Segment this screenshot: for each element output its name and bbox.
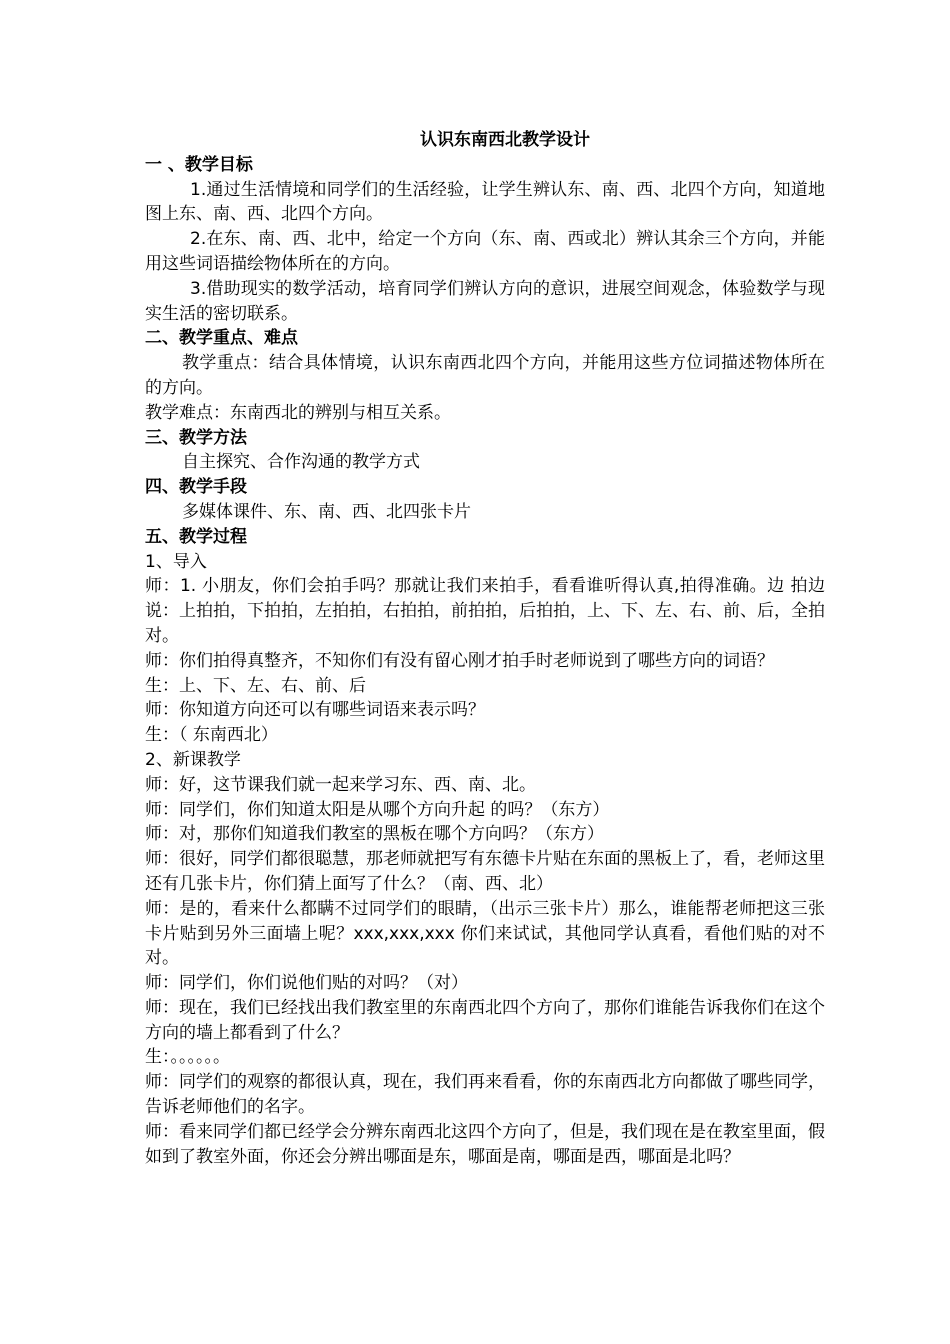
document-title: 认识东南西北教学设计 — [420, 130, 590, 150]
dialogue-line: 师：你们拍得真整齐，不知你们有没有留心刚才拍手时老师说到了哪些方向的词语？ — [145, 650, 774, 671]
dialogue-line: 师：你知道方向还可以有哪些词语来表示吗？ — [145, 700, 485, 721]
dialogue-line: 师：同学们的观察的都很认真，现在，我们再来看看，你的东南西北方向都做了哪些同学，告诉老师他们的名字。 — [145, 1072, 825, 1118]
dialogue-line: 师：很好，同学们都很聪慧，那老师就把写有东德卡片贴在东面的黑板上了，看，老师这里还有几张卡片，你们猜上面写了什么？（南、西、北） — [145, 849, 825, 894]
dialogue-line: 师：同学们，你们说他们贴的对吗？（对） — [145, 973, 468, 994]
key-point-paragraph: 教学重点：结合具体情境，认识东南西北四个方向，并能用这些方位词描述物体所在的方向。 — [145, 353, 825, 398]
dialogue-line: 师：1. 小朋友，你们会拍手吗？那就让我们来拍手，看看谁听得认真,拍得准确。边 拍边说：上拍拍，下拍拍，左拍拍，右拍拍，前拍拍，后拍拍，上、下、左、右、前、后，全拍对。 — [145, 576, 825, 646]
dialogue-line: 师：好，这节课我们就一起来学习东、西、南、北。 — [145, 774, 536, 795]
objective-paragraph-2: 2.在东、南、西、北中，给定一个方向（东、南、西或北）辨认其余三个方向，并能用这些词语描绘物体所在的方向。 — [145, 229, 825, 274]
dialogue-line: 师：是的，看来什么都瞒不过同学们的眼睛，（出示三张卡片）那么，谁能帮老师把这三张卡片贴到另外三面墙上呢？xxx,xxx,xxx 你们来试试，其他同学认真看，看他们贴的对不对。 — [145, 898, 825, 969]
dialogue-line: 生：（ 东南西北） — [145, 725, 278, 746]
section-heading-objectives: 一 、教学目标 — [145, 154, 253, 175]
objective-paragraph-3: 3.借助现实的数学活动，培育同学们辨认方向的意识，进展空间观念，体验数学与现实生活的密切联系。 — [145, 278, 825, 324]
means-paragraph: 多媒体课件、东、南、西、北四张卡片 — [182, 501, 471, 522]
difficulty-paragraph: 教学难点：东南西北的辨别与相互关系。 — [145, 402, 451, 423]
document-page — [145, 128, 825, 1169]
dialogue-line: 生：。。。。。。 — [145, 1047, 230, 1068]
section-heading-methods: 三、教学方法 — [145, 427, 247, 448]
dialogue-line: 师：看来同学们都已经学会分辨东南西北这四个方向了，但是，我们现在是在教室里面，假如到了教室外面，你还会分辨出哪面是东，哪面是南，哪面是西，哪面是北吗？ — [145, 1121, 825, 1167]
section-heading-key-points: 二、教学重点、难点 — [145, 328, 298, 349]
dialogue-line: 师：现在，我们已经找出我们教室里的东南西北四个方向了，那你们谁能告诉我你们在这个方向的墙上都看到了什么？ — [145, 997, 825, 1043]
section-heading-means: 四、教学手段 — [145, 477, 247, 498]
methods-paragraph: 自主探究、合作沟通的教学方式 — [182, 452, 420, 473]
objective-paragraph-1: 1.通过生活情境和同学们的生活经验，让学生辨认东、南、西、北四个方向，知道地图上东、南、西、北四个方向。 — [145, 179, 825, 225]
dialogue-line: 师：同学们，你们知道太阳是从哪个方向升起 的吗？（东方） — [145, 799, 610, 820]
process-subheading-new-lesson: 2、新课教学 — [145, 749, 241, 770]
process-subheading-intro: 1、导入 — [145, 551, 207, 572]
section-heading-process: 五、教学过程 — [145, 526, 247, 547]
dialogue-line: 生：上、下、左、右、前、后 — [145, 675, 366, 696]
dialogue-line: 师：对，那你们知道我们教室的黑板在哪个方向吗？（东方） — [145, 824, 604, 845]
